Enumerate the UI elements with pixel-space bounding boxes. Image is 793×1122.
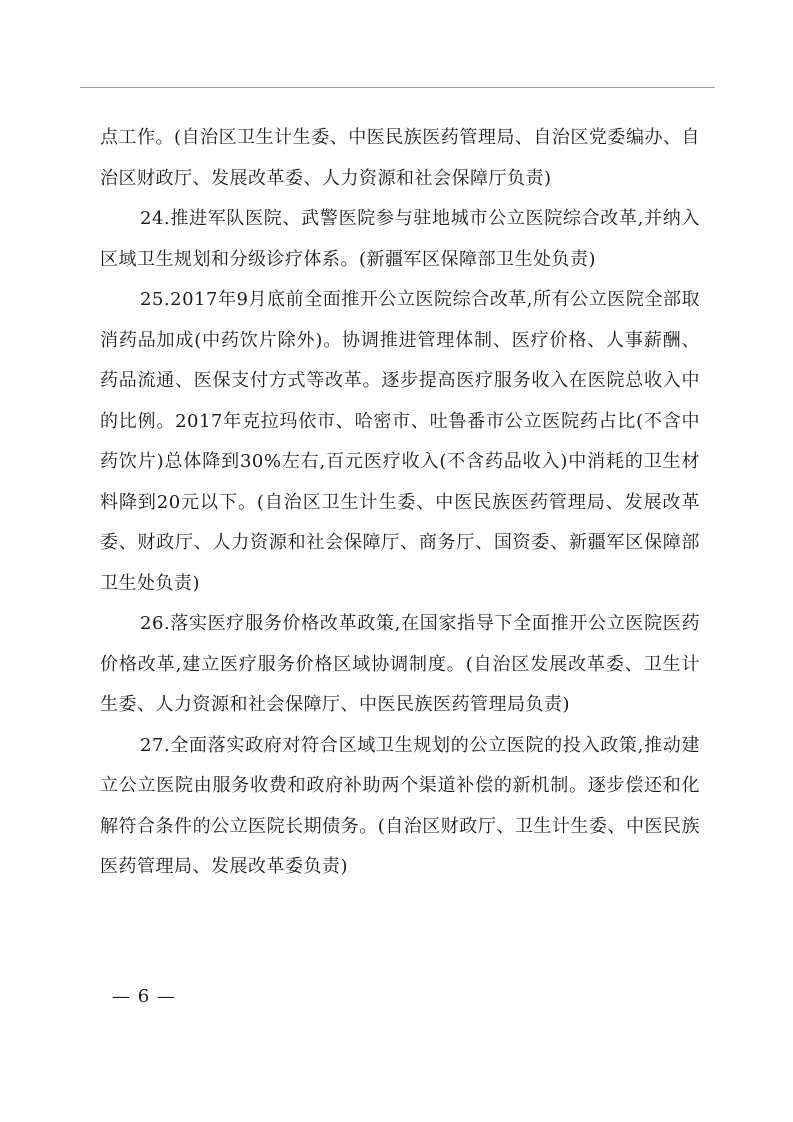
paragraph-item-27: 27.全面落实政府对符合区域卫生规划的公立医院的投入政策,推动建立公立医院由服务收费和政府补助两个渠道补偿的新机制。逐步偿还和化解符合条件的公立医院长期债务。(自治区财政厅、卫生计生委、中医民族医药管理局、发展改革委负责) xyxy=(100,734,700,877)
header-rule xyxy=(80,87,715,88)
document-body xyxy=(100,118,700,888)
page-number: — 6 — xyxy=(112,986,176,1007)
paragraph-item-26: 26.落实医疗服务价格改革政策,在国家指导下全面推开公立医院医药价格改革,建立医疗服务价格区域协调制度。(自治区发展改革委、卫生计生委、人力资源和社会保障厅、中医民族医药管理局负责) xyxy=(100,613,700,715)
paragraph-item-25: 25.2017年9月底前全面推开公立医院综合改革,所有公立医院全部取消药品加成(中药饮片除外)。协调推进管理体制、医疗价格、人事薪酬、药品流通、医保支付方式等改革。逐步提高医疗服务收入在医院总收入中的比例。2017年克拉玛依市、哈密市、吐鲁番市公立医院药占比(不含中药饮片)总体降到30%左右,百元医疗收入(不含药品收入)中消耗的卫生材料降到20元以下。(自治区卫生计生委、中医民族医药管理局、发展改革委、财政厅、人力资源和社会保障厅、商务厅、国资委、新疆军区保障部卫生处负责) xyxy=(100,289,700,594)
paragraph-continuation: 点工作。(自治区卫生计生委、中医民族医药管理局、自治区党委编办、自治区财政厅、发展改革委、人力资源和社会保障厅负责) xyxy=(100,127,700,189)
paragraph-item-24: 24.推进军队医院、武警医院参与驻地城市公立医院综合改革,并纳入区域卫生规划和分级诊疗体系。(新疆军区保障部卫生处负责) xyxy=(100,208,700,270)
